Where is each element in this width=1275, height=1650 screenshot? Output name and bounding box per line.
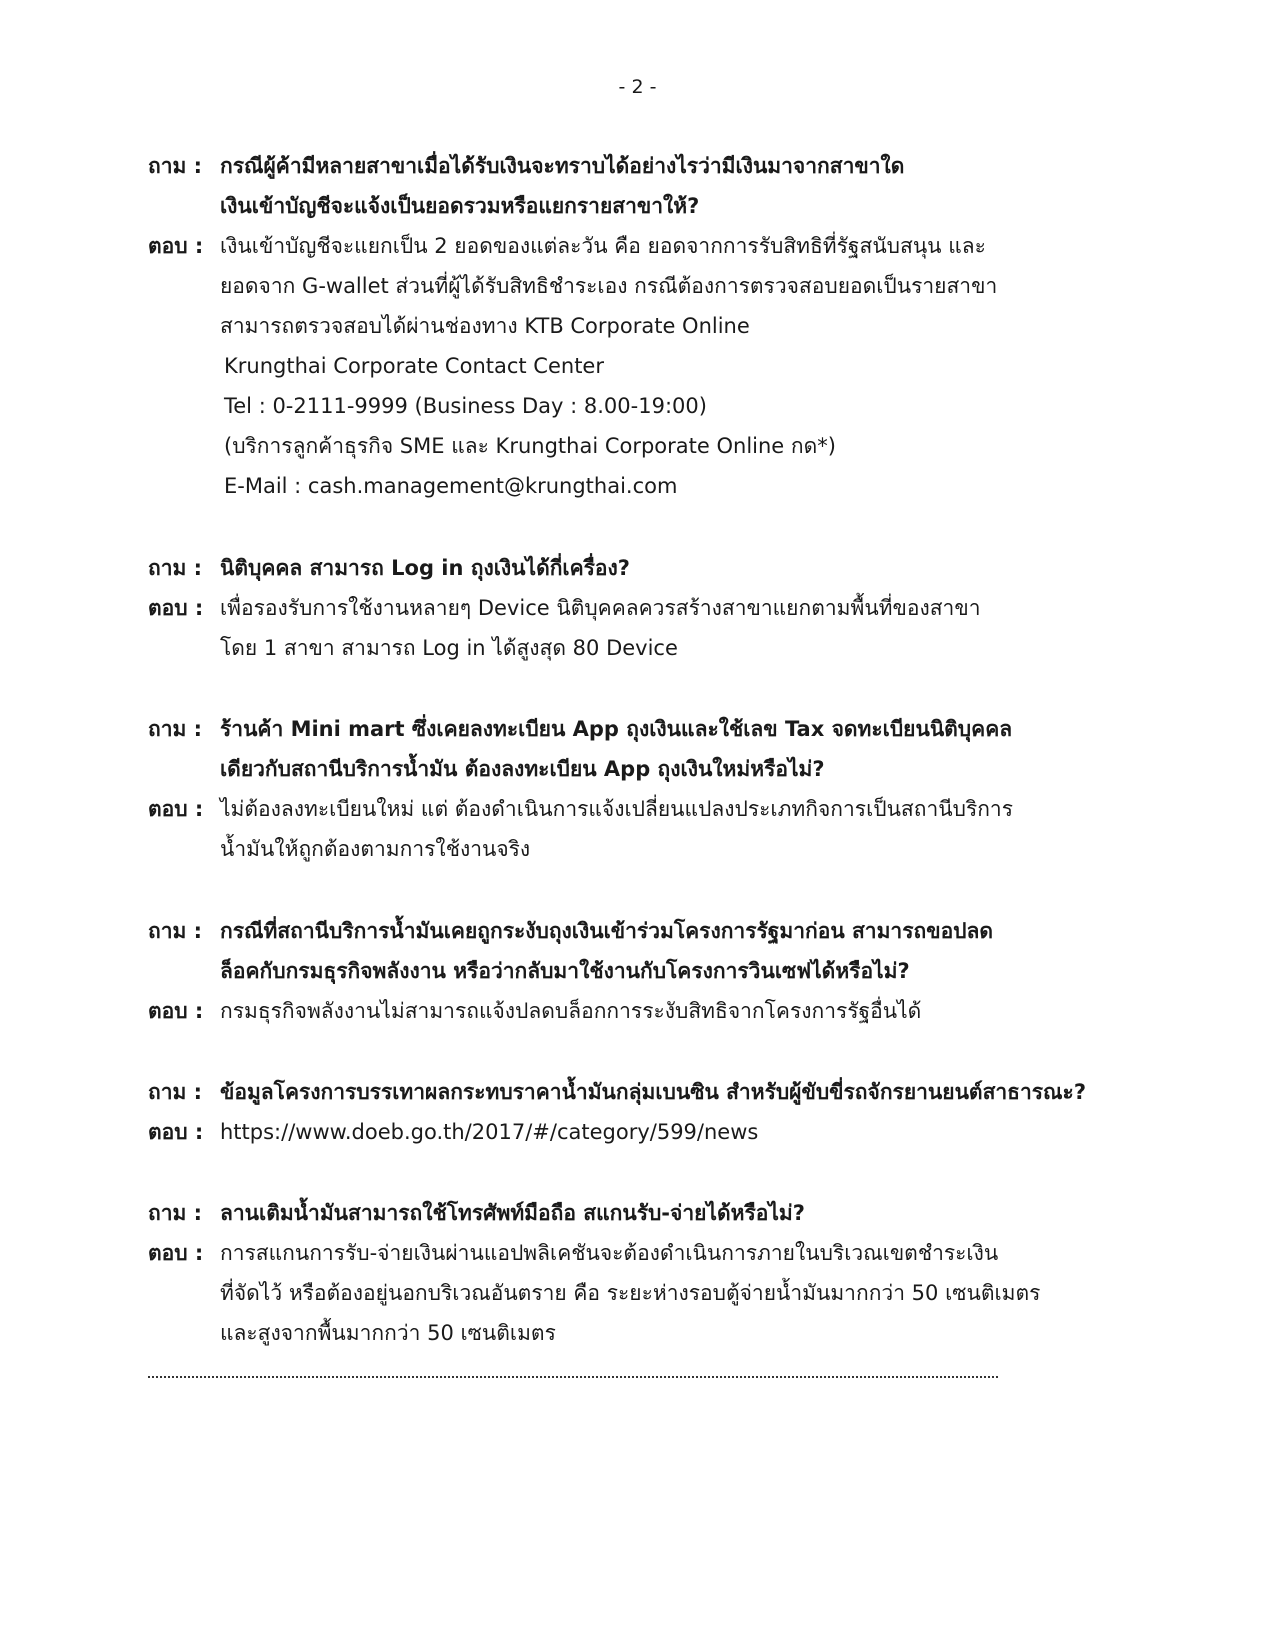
question-label: ถาม :	[148, 919, 203, 943]
question	[148, 1193, 1158, 1233]
qa-item	[148, 1193, 1158, 1353]
question-label: ถาม :	[148, 1080, 203, 1104]
answer-line: สามารถตรวจสอบได้ผ่านช่องทาง KTB Corporate Online	[220, 314, 750, 338]
contact-phone-line: Tel : 0-2111-9999 (Business Day : 8.00-19:00)	[224, 394, 707, 418]
answer-label: ตอบ :	[148, 234, 204, 258]
question	[148, 911, 1158, 991]
question-line: เดียวกับสถานีบริการน้ำมัน ต้องลงทะเบียน App ถุงเงินใหม่หรือไม่?	[220, 757, 825, 781]
question-label: ถาม :	[148, 717, 203, 741]
page-number: - 2 -	[618, 76, 657, 98]
contact-service-line: (บริการลูกค้าธุรกิจ SME และ Krungthai Corporate Online กด*)	[224, 434, 836, 458]
answer-line: ที่จัดไว้ หรือต้องอยู่นอกบริเวณอันตราย คือ ระยะห่างรอบตู้จ่ายน้ำมันมากกว่า 50 เซนติเมตร	[220, 1281, 1041, 1305]
question	[148, 548, 1158, 588]
qa-item	[148, 911, 1158, 1031]
question-line: เงินเข้าบัญชีจะแจ้งเป็นยอดรวมหรือแยกรายสาขาให้?	[220, 194, 700, 218]
answer	[148, 991, 1158, 1031]
answer-line: น้ำมันให้ถูกต้องตามการใช้งานจริง	[220, 837, 531, 861]
answer-line: และสูงจากพื้นมากกว่า 50 เซนติเมตร	[220, 1321, 556, 1345]
qa-item	[148, 548, 1158, 668]
answer-line: เงินเข้าบัญชีจะแยกเป็น 2 ยอดของแต่ละวัน คือ ยอดจากการรับสิทธิที่รัฐสนับสนุน และ	[220, 234, 986, 258]
answer	[148, 789, 1158, 869]
answer-url: https://www.doeb.go.th/2017/#/category/599/news	[220, 1120, 759, 1144]
question-line: นิติบุคคล สามารถ Log in ถุงเงินได้กี่เครื่อง?	[220, 556, 630, 580]
qa-item	[148, 1072, 1158, 1152]
question-label: ถาม :	[148, 1201, 203, 1225]
answer	[148, 226, 1158, 506]
answer	[148, 1112, 1158, 1152]
answer-line: โดย 1 สาขา สามารถ Log in ได้สูงสุด 80 Device	[220, 636, 678, 660]
question-line: ข้อมูลโครงการบรรเทาผลกระทบราคาน้ำมันกลุ่มเบนซิน สำหรับผู้ขับขี่รถจักรยานยนต์สาธารณะ?	[220, 1080, 1087, 1104]
question-line: กรณีที่สถานีบริการน้ำมันเคยถูกระงับถุงเงินเข้าร่วมโครงการรัฐมาก่อน สามารถขอปลด	[220, 919, 994, 943]
answer-label: ตอบ :	[148, 797, 204, 821]
question	[148, 146, 1158, 226]
question	[148, 1072, 1158, 1112]
answer-label: ตอบ :	[148, 1120, 204, 1144]
answer-line: ยอดจาก G-wallet ส่วนที่ผู้ได้รับสิทธิชำระเอง กรณีต้องการตรวจสอบยอดเป็นรายสาขา	[220, 274, 998, 298]
dotted-separator	[148, 1376, 998, 1378]
answer-label: ตอบ :	[148, 999, 204, 1023]
answer-line: การสแกนการรับ-จ่ายเงินผ่านแอปพลิเคชันจะต้องดำเนินการภายในบริเวณเขตชำระเงิน	[220, 1241, 999, 1265]
qa-item	[148, 709, 1158, 869]
question-line: ลานเติมน้ำมันสามารถใช้โทรศัพท์มือถือ สแกนรับ-จ่ายได้หรือไม่?	[220, 1201, 805, 1225]
question-line: ร้านค้า Mini mart ซึ่งเคยลงทะเบียน App ถุงเงินและใช้เลข Tax จดทะเบียนนิติบุคคล	[220, 717, 1013, 741]
answer	[148, 1233, 1158, 1353]
contact-center-line: Krungthai Corporate Contact Center	[224, 354, 604, 378]
question-label: ถาม :	[148, 556, 203, 580]
qa-item	[148, 146, 1158, 506]
question	[148, 709, 1158, 789]
answer	[148, 588, 1158, 668]
answer-line: เพื่อรองรับการใช้งานหลายๆ Device นิติบุคคลควรสร้างสาขาแยกตามพื้นที่ของสาขา	[220, 596, 981, 620]
question-line: กรณีผู้ค้ามีหลายสาขาเมื่อได้รับเงินจะทราบได้อย่างไรว่ามีเงินมาจากสาขาใด	[220, 154, 905, 178]
answer-label: ตอบ :	[148, 596, 204, 620]
answer-line: กรมธุรกิจพลังงานไม่สามารถแจ้งปลดบล็อกการระงับสิทธิจากโครงการรัฐอื่นได้	[220, 999, 922, 1023]
question-line: ล็อคกับกรมธุรกิจพลังงาน หรือว่ากลับมาใช้งานกับโครงการวินเซฟได้หรือไม่?	[220, 959, 910, 983]
contact-email-line: E-Mail : cash.management@krungthai.com	[224, 474, 678, 498]
question-label: ถาม :	[148, 154, 203, 178]
answer-label: ตอบ :	[148, 1241, 204, 1265]
answer-line: ไม่ต้องลงทะเบียนใหม่ แต่ ต้องดำเนินการแจ้งเปลี่ยนแปลงประเภทกิจการเป็นสถานีบริการ	[220, 797, 1014, 821]
